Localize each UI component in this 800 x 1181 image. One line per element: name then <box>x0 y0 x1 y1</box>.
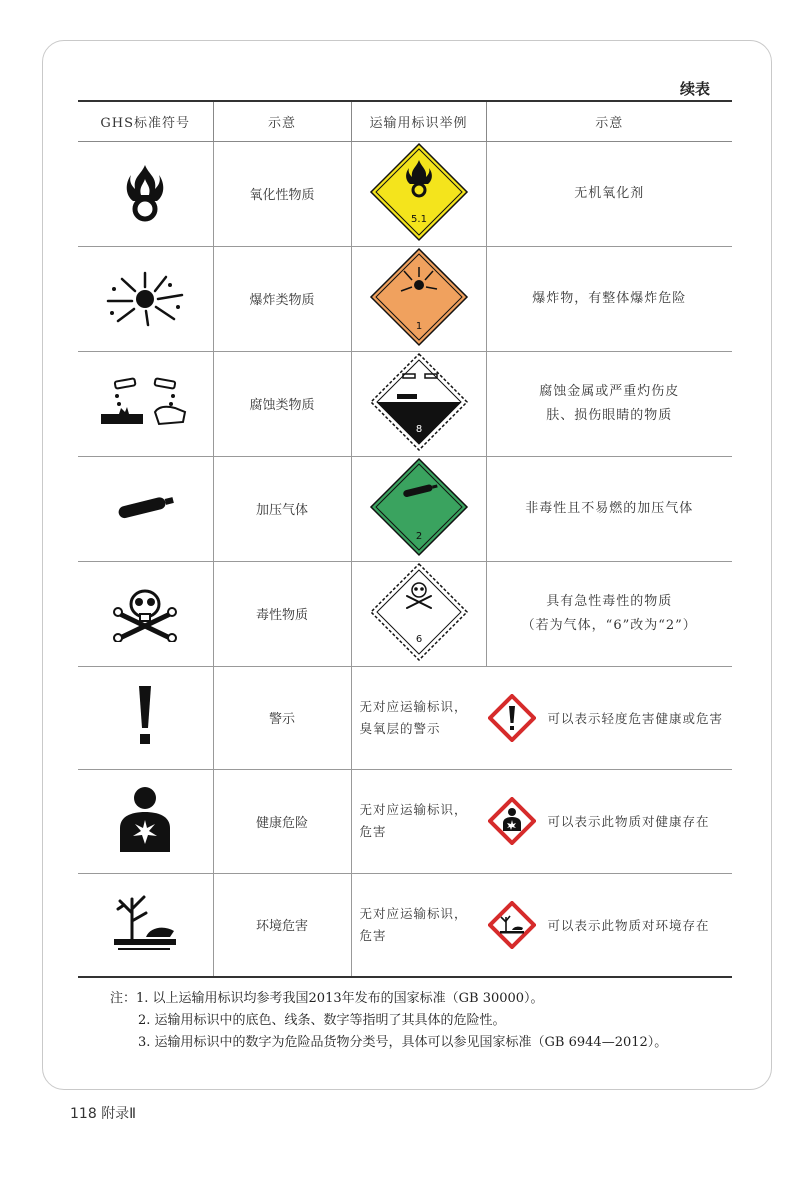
corrosive-diamond-icon <box>369 352 469 452</box>
header-transport-meaning: 示意 <box>486 101 732 141</box>
svg-text:2: 2 <box>415 530 422 542</box>
table-row <box>78 873 732 977</box>
footnotes <box>110 988 750 1054</box>
skull-crossbones-icon <box>110 582 180 642</box>
transport-description: 腐蚀金属或严重灼伤皮肤、损伤眼睛的物质 <box>486 351 732 456</box>
table-row <box>78 141 732 246</box>
meaning-cell: 氧化性物质 <box>213 141 351 246</box>
footnote: 注：1. 以上运输用标识均参考我国2013年发布的国家标准（GB 30000）。 <box>110 991 544 1006</box>
ghs-symbol-table <box>78 100 732 978</box>
transport-description-line: （若为气体，“6”改为“2”） <box>521 617 697 633</box>
ghs-symbol-cell <box>78 561 213 666</box>
toxic-diamond-icon <box>369 562 469 662</box>
header-ghs-symbol: GHS标准符号 <box>78 101 213 141</box>
pictogram-description: 可以表示此物质对环境存在 <box>547 917 710 933</box>
header-meaning: 示意 <box>213 101 351 141</box>
health-hazard-icon <box>114 784 176 854</box>
transport-description <box>486 561 732 666</box>
transport-description-line: 具有急性毒性的物质 <box>546 593 673 609</box>
transport-sign-cell <box>351 561 486 666</box>
no-transport-note <box>360 799 478 843</box>
exclamation-mark-icon <box>133 684 157 748</box>
health-hazard-pictogram-icon <box>488 797 536 845</box>
meaning-cell: 腐蚀类物质 <box>213 351 351 456</box>
table-header-row <box>78 101 732 141</box>
environment-pictogram-icon <box>488 901 536 949</box>
transport-description: 非毒性且不易燃的加压气体 <box>486 456 732 561</box>
table-row <box>78 246 732 351</box>
oxidizer-diamond-icon <box>369 142 469 242</box>
ghs-symbol-cell <box>78 770 213 874</box>
ghs-symbol-cell <box>78 141 213 246</box>
gas-cylinder-icon <box>110 487 180 527</box>
page-footer <box>70 1103 136 1123</box>
ghs-symbol-cell <box>78 666 213 770</box>
transport-sign-cell <box>351 246 486 351</box>
transport-sign-cell <box>351 456 486 561</box>
table-row <box>78 351 732 456</box>
combined-transport-cell <box>351 770 732 874</box>
combined-transport-cell <box>351 873 732 977</box>
exclamation-pictogram-icon <box>488 694 536 742</box>
table-row <box>78 561 732 666</box>
meaning-cell: 环境危害 <box>213 873 351 977</box>
gas-cylinder-diamond-icon <box>369 457 469 557</box>
continued-label: 续表 <box>679 80 710 98</box>
transport-description: 爆炸物，有整体爆炸危险 <box>486 246 732 351</box>
meaning-cell: 健康危险 <box>213 770 351 874</box>
meaning-cell: 警示 <box>213 666 351 770</box>
no-transport-note-line: 臭氧层的警示 <box>359 720 441 736</box>
ghs-symbol-cell <box>78 873 213 977</box>
ghs-symbol-cell <box>78 351 213 456</box>
footnote: 3. 运输用标识中的数字为危险品货物分类号，具体可以参见国家标准（GB 6944—2012）。 <box>138 1035 668 1050</box>
table-row <box>78 456 732 561</box>
exploding-bomb-icon <box>100 267 190 327</box>
flame-over-circle-icon <box>117 161 173 223</box>
corrosion-icon <box>95 372 195 432</box>
ghs-symbol-cell <box>78 456 213 561</box>
no-transport-note <box>360 903 478 947</box>
svg-text:8: 8 <box>415 423 422 435</box>
transport-description: 无机氧化剂 <box>486 141 732 246</box>
transport-sign-cell <box>351 351 486 456</box>
no-transport-note <box>360 696 478 740</box>
svg-text:6: 6 <box>415 633 422 645</box>
no-transport-note-line: 无对应运输标识， <box>359 698 468 714</box>
footnote: 2. 运输用标识中的底色、线条、数字等指明了其具体的危险性。 <box>138 1013 506 1028</box>
svg-text:5.1: 5.1 <box>410 213 427 225</box>
header-transport-example: 运输用标识举例 <box>351 101 486 141</box>
meaning-cell: 爆炸类物质 <box>213 246 351 351</box>
combined-transport-cell <box>351 666 732 770</box>
meaning-cell: 加压气体 <box>213 456 351 561</box>
ghs-symbol-cell <box>78 246 213 351</box>
pictogram-description: 可以表示此物质对健康存在 <box>547 814 710 830</box>
no-transport-note-line: 无对应运输标识， <box>359 802 468 818</box>
table-row <box>78 666 732 770</box>
environment-icon <box>110 891 180 955</box>
no-transport-note-line: 危害 <box>359 927 387 943</box>
explosive-diamond-icon <box>369 247 469 347</box>
section-label: 附录Ⅱ <box>101 1106 137 1122</box>
no-transport-note-line: 危害 <box>359 824 387 840</box>
page-number: 118 <box>70 1106 97 1122</box>
pictogram-description: 可以表示轻度危害健康或危害 <box>547 710 724 726</box>
transport-sign-cell <box>351 141 486 246</box>
no-transport-note-line: 无对应运输标识， <box>359 905 468 921</box>
svg-text:1: 1 <box>415 320 422 332</box>
table-row <box>78 770 732 874</box>
meaning-cell: 毒性物质 <box>213 561 351 666</box>
